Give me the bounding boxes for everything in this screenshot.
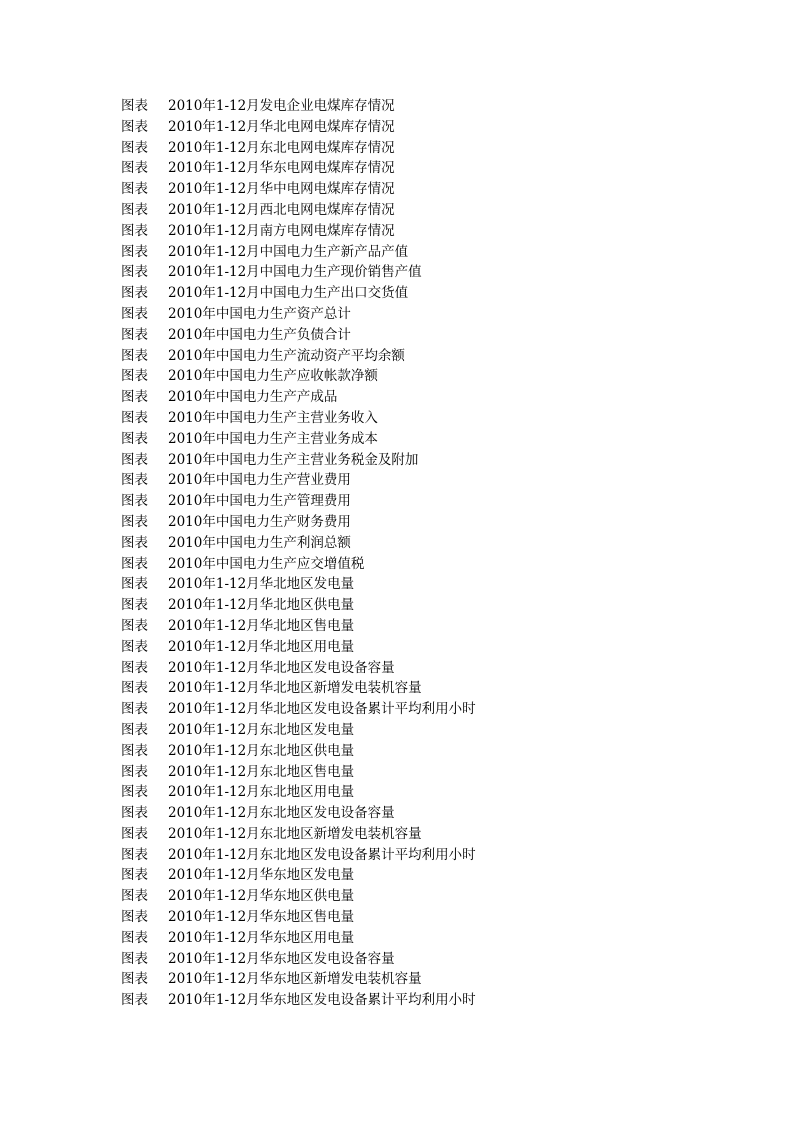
figure-label: 图表	[121, 846, 148, 863]
figure-label: 图表	[121, 805, 148, 822]
figure-list-item	[121, 990, 476, 1011]
figure-title: 2010年中国电力生产负债合计	[168, 326, 351, 343]
figure-label: 图表	[121, 493, 148, 510]
figure-title: 2010年1-12月发电企业电煤库存情况	[168, 98, 395, 114]
figure-label: 图表	[121, 888, 148, 905]
figure-list-item	[121, 678, 476, 699]
figure-list-item	[121, 658, 476, 679]
figure-label: 图表	[121, 222, 148, 239]
figure-list-item	[121, 865, 476, 886]
figure-label: 图表	[121, 825, 148, 842]
figure-list-item	[121, 699, 476, 720]
figure-label: 图表	[121, 139, 148, 156]
figure-list-item	[121, 824, 476, 845]
figure-title: 2010年1-12月东北地区用电量	[168, 784, 355, 801]
figure-list-item	[121, 304, 476, 325]
figure-label: 图表	[121, 305, 148, 322]
figure-label: 图表	[121, 992, 148, 1009]
figure-list-item	[121, 512, 476, 533]
figure-title: 2010年中国电力生产产成品	[168, 389, 338, 406]
figure-label: 图表	[121, 368, 148, 385]
figure-label: 图表	[121, 680, 148, 697]
figure-title: 2010年1-12月东北地区售电量	[168, 763, 355, 780]
figure-label: 图表	[121, 555, 148, 572]
figure-list-item	[121, 138, 476, 159]
figure-list-item	[121, 283, 476, 304]
figure-list	[121, 96, 476, 1011]
figure-label: 图表	[121, 597, 148, 614]
figure-label: 图表	[121, 181, 148, 198]
figure-title: 2010年1-12月华北地区用电量	[168, 638, 355, 655]
figure-list-item	[121, 117, 476, 138]
figure-label: 图表	[121, 721, 148, 738]
figure-list-item	[121, 886, 476, 907]
figure-label: 图表	[121, 513, 148, 530]
figure-title: 2010年中国电力生产应收帐款净额	[168, 368, 378, 385]
figure-label: 图表	[121, 638, 148, 655]
figure-list-item	[121, 200, 476, 221]
figure-label: 图表	[121, 784, 148, 801]
figure-list-item	[121, 720, 476, 741]
figure-title: 2010年1-12月华东电网电煤库存情况	[168, 160, 395, 177]
figure-title: 2010年1-12月华东地区发电设备容量	[168, 950, 395, 967]
figure-label: 图表	[121, 950, 148, 967]
figure-title: 2010年1-12月中国电力生产现价销售产值	[168, 264, 422, 281]
figure-label: 图表	[121, 451, 148, 468]
figure-label: 图表	[121, 347, 148, 364]
figure-label: 图表	[121, 617, 148, 634]
figure-list-item	[121, 429, 476, 450]
figure-title: 2010年中国电力生产利润总额	[168, 534, 351, 551]
figure-label: 图表	[121, 285, 148, 302]
figure-title: 2010年1-12月华北电网电煤库存情况	[168, 118, 395, 135]
figure-list-item	[121, 574, 476, 595]
figure-title: 2010年1-12月东北地区发电设备容量	[168, 805, 395, 822]
figure-label: 图表	[121, 160, 148, 177]
figure-label: 图表	[121, 909, 148, 926]
figure-title: 2010年1-12月华东地区用电量	[168, 929, 355, 946]
figure-list-item	[121, 907, 476, 928]
figure-title: 2010年1-12月华北地区发电设备累计平均利用小时	[168, 701, 476, 718]
figure-list-item	[121, 221, 476, 242]
figure-list-item	[121, 450, 476, 471]
figure-list-item	[121, 928, 476, 949]
figure-title: 2010年1-12月华北地区新增发电装机容量	[168, 680, 422, 697]
figure-list-item	[121, 242, 476, 263]
figure-list-item	[121, 96, 476, 117]
figure-label: 图表	[121, 701, 148, 718]
figure-title: 2010年中国电力生产流动资产平均余额	[168, 347, 405, 364]
figure-label: 图表	[121, 243, 148, 260]
figure-title: 2010年中国电力生产资产总计	[168, 305, 351, 322]
figure-list-item	[121, 595, 476, 616]
figure-title: 2010年1-12月中国电力生产出口交货值	[168, 285, 409, 302]
figure-label: 图表	[121, 763, 148, 780]
figure-list-item	[121, 533, 476, 554]
figure-list-item	[121, 158, 476, 179]
figure-title: 2010年中国电力生产应交增值税	[168, 555, 365, 572]
figure-label: 图表	[121, 389, 148, 406]
figure-list-item	[121, 491, 476, 512]
figure-label: 图表	[121, 576, 148, 593]
figure-label: 图表	[121, 534, 148, 551]
figure-title: 2010年1-12月东北地区新增发电装机容量	[168, 825, 422, 842]
figure-title: 2010年1-12月华北地区发电设备容量	[168, 659, 395, 676]
figure-label: 图表	[121, 867, 148, 884]
figure-title: 2010年1-12月华东地区新增发电装机容量	[168, 971, 422, 988]
figure-title: 2010年1-12月华北地区售电量	[168, 617, 355, 634]
figure-label: 图表	[121, 971, 148, 988]
figure-list-item	[121, 346, 476, 367]
figure-label: 图表	[121, 326, 148, 343]
figure-title: 2010年中国电力生产主营业务收入	[168, 409, 378, 426]
figure-list-item	[121, 762, 476, 783]
figure-title: 2010年1-12月西北电网电煤库存情况	[168, 201, 395, 218]
figure-title: 2010年中国电力生产管理费用	[168, 493, 351, 510]
figure-list-item	[121, 387, 476, 408]
figure-list-item	[121, 616, 476, 637]
figure-title: 2010年中国电力生产主营业务成本	[168, 430, 378, 447]
figure-list-item	[121, 325, 476, 346]
figure-title: 2010年1-12月东北电网电煤库存情况	[168, 139, 395, 156]
figure-list-item	[121, 554, 476, 575]
figure-label: 图表	[121, 201, 148, 218]
figure-label: 图表	[121, 742, 148, 759]
figure-title: 2010年中国电力生产主营业务税金及附加	[168, 451, 419, 468]
figure-title: 2010年1-12月华东地区售电量	[168, 909, 355, 926]
figure-list-item	[121, 366, 476, 387]
figure-label: 图表	[121, 409, 148, 426]
figure-list-item	[121, 969, 476, 990]
figure-label: 图表	[121, 98, 148, 114]
figure-list-item	[121, 845, 476, 866]
figure-label: 图表	[121, 118, 148, 135]
figure-list-item	[121, 741, 476, 762]
figure-label: 图表	[121, 472, 148, 489]
figure-title: 2010年中国电力生产财务费用	[168, 513, 351, 530]
figure-label: 图表	[121, 929, 148, 946]
figure-title: 2010年1-12月东北地区发电量	[168, 721, 355, 738]
figure-list-item	[121, 637, 476, 658]
figure-title: 2010年1-12月南方电网电煤库存情况	[168, 222, 395, 239]
figure-title: 2010年1-12月华东地区发电量	[168, 867, 355, 884]
figure-list-item	[121, 262, 476, 283]
figure-label: 图表	[121, 264, 148, 281]
figure-list-item	[121, 803, 476, 824]
figure-title: 2010年1-12月华北地区发电量	[168, 576, 355, 593]
figure-title: 2010年1-12月华北地区供电量	[168, 597, 355, 614]
figure-title: 2010年1-12月华东地区发电设备累计平均利用小时	[168, 992, 476, 1009]
figure-label: 图表	[121, 659, 148, 676]
figure-list-item	[121, 949, 476, 970]
figure-label: 图表	[121, 430, 148, 447]
figure-title: 2010年1-12月中国电力生产新产品产值	[168, 243, 409, 260]
figure-list-item	[121, 470, 476, 491]
figure-title: 2010年1-12月华中电网电煤库存情况	[168, 181, 395, 198]
figure-list-item	[121, 408, 476, 429]
figure-list-item	[121, 179, 476, 200]
figure-title: 2010年1-12月华东地区供电量	[168, 888, 355, 905]
figure-title: 2010年中国电力生产营业费用	[168, 472, 351, 489]
figure-title: 2010年1-12月东北地区供电量	[168, 742, 355, 759]
figure-list-item	[121, 782, 476, 803]
figure-title: 2010年1-12月东北地区发电设备累计平均利用小时	[168, 846, 476, 863]
